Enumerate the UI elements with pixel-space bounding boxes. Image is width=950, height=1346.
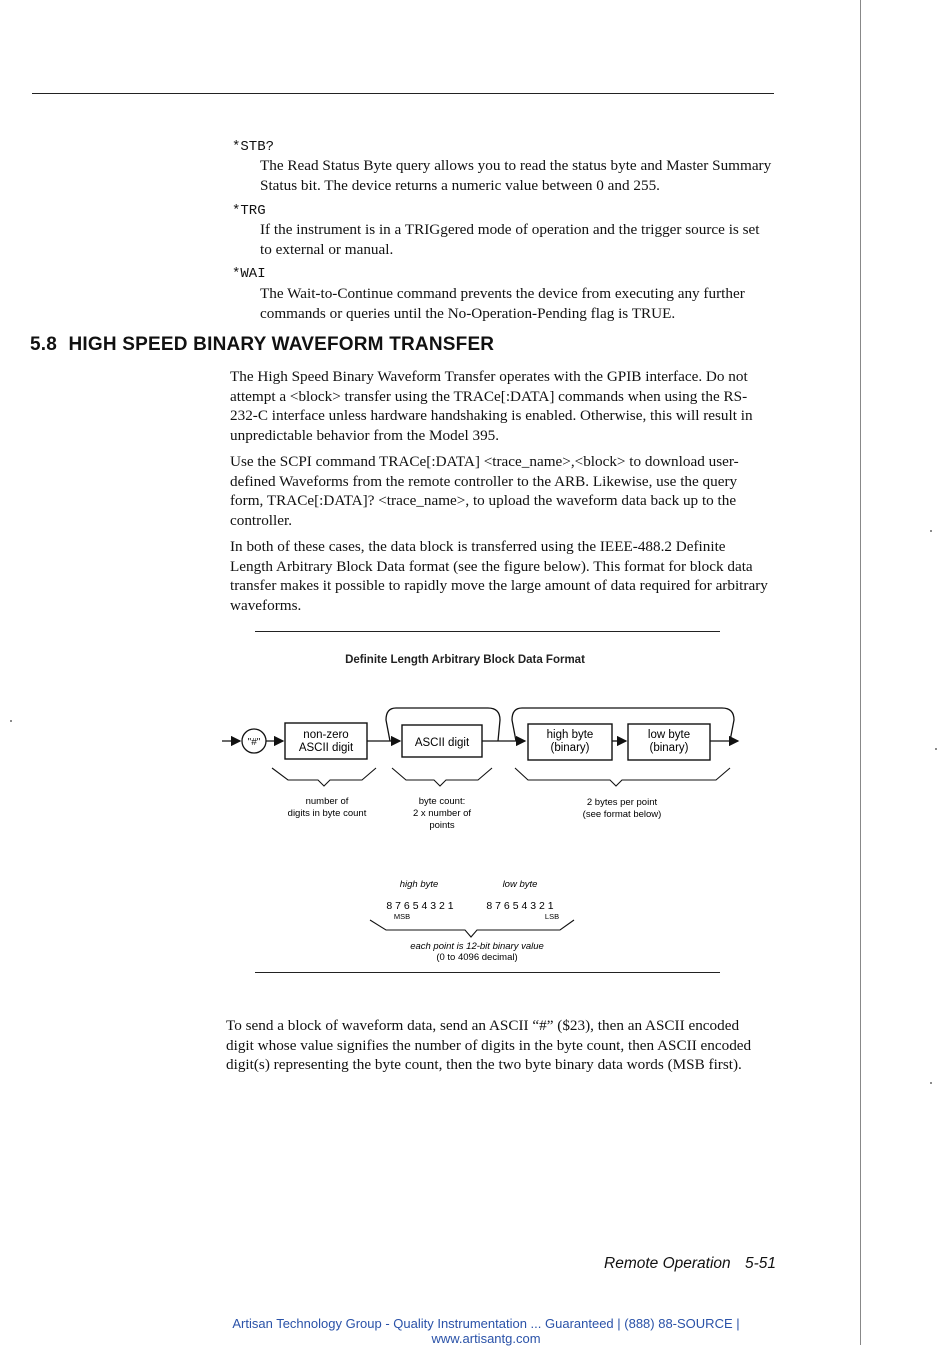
bytes-per-point-label: (see format below) — [582, 809, 662, 820]
section-number: 5.8 — [30, 334, 58, 355]
high-bits: 8 7 6 5 4 3 2 1 — [386, 900, 454, 912]
low-byte-box-label: (binary) — [649, 742, 689, 754]
text-line: If the instrument is in a TRIGgered mode of operation and the trigger source is set — [260, 221, 760, 238]
vendor-footer-link[interactable]: Artisan Technology Group - Quality Instrumentation ... Guaranteed | (888) 88-SOURCE | www.artisantg.com — [232, 1316, 740, 1346]
figure-top-rule — [255, 631, 720, 632]
text-line: defined Waveforms from the remote controller to the ARB. Likewise, use the query — [230, 472, 738, 490]
text-line: to external or manual. — [260, 240, 394, 258]
command-description — [260, 220, 790, 259]
byte-count-label: points — [429, 820, 455, 831]
closing-paragraph — [226, 1016, 796, 1075]
brace — [370, 920, 574, 937]
text-line: 232-C interface unless hardware handshaking is enabled. Otherwise, this will result in — [230, 407, 753, 424]
text-line: unpredictable behavior from the Model 395. — [230, 426, 500, 444]
paragraph — [230, 367, 790, 445]
high-byte-label: high byte — [399, 879, 439, 890]
text-line: The Read Status Byte query allows you to read the status byte and Master Summary — [260, 157, 772, 174]
command-description — [260, 284, 790, 323]
text-line: The Wait-to-Continue command prevents the device from executing any further — [260, 285, 745, 302]
brace — [272, 768, 376, 786]
page-footer — [604, 1255, 776, 1273]
low-bits: 8 7 6 5 4 3 2 1 — [486, 900, 554, 912]
digits-count-label: digits in byte count — [287, 808, 367, 819]
ascii-digit-label: ASCII digit — [414, 737, 470, 749]
command-description — [260, 156, 790, 195]
digits-count-label: number of — [305, 796, 349, 807]
command-name: *TRG — [232, 203, 266, 219]
text-line: transfer makes it possible to rapidly move the large amount of data required for arbitrary — [230, 577, 768, 594]
paragraph — [230, 452, 790, 530]
point-description: (0 to 4096 decimal) — [436, 952, 518, 963]
high-byte-box-label: (binary) — [550, 742, 590, 754]
low-byte-label: low byte — [502, 879, 538, 890]
footer-page-number: 5-51 — [744, 1255, 776, 1272]
byte-count-label: 2 x number of — [412, 808, 472, 819]
high-byte-box-label: high byte — [546, 729, 594, 741]
lsb-label: LSB — [544, 912, 560, 921]
text-line: To send a block of waveform data, send an ASCII “#” ($23), then an ASCII encoded — [226, 1017, 740, 1034]
nonzero-ascii-label: non-zero — [303, 729, 349, 741]
text-line: The High Speed Binary Waveform Transfer operates with the GPIB interface. Do not — [230, 368, 748, 385]
brace — [392, 768, 492, 786]
command-name: *WAI — [232, 266, 266, 282]
command-name: *STB? — [232, 139, 275, 155]
text-line: Status bit. The device returns a numeric value between 0 and 255. — [260, 176, 660, 194]
top-rule — [32, 93, 774, 94]
point-description: each point is 12-bit binary value — [410, 941, 544, 952]
low-byte-box-label: low byte — [647, 729, 691, 741]
section-title: HIGH SPEED BINARY WAVEFORM TRANSFER — [68, 334, 495, 355]
text-line: digit whose value signifies the number of digits in the byte count, then ASCII encoded — [226, 1036, 752, 1054]
msb-label: MSB — [393, 912, 411, 921]
paragraph — [230, 537, 790, 615]
bytes-per-point-label: 2 bytes per point — [586, 797, 658, 808]
footer-section: Remote Operation — [604, 1255, 731, 1272]
figure-title: Definite Length Arbitrary Block Data Format — [345, 654, 585, 666]
scan-speck — [930, 530, 932, 532]
nonzero-ascii-label: ASCII digit — [298, 742, 354, 754]
text-line: commands or queries until the No-Operation-Pending flag is TRUE. — [260, 304, 676, 322]
section-heading — [30, 334, 494, 356]
text-line: waveforms. — [230, 596, 302, 614]
text-line: In both of these cases, the data block is transferred using the IEEE-488.2 Definite — [230, 538, 726, 555]
text-line: form, TRACe[:DATA]? <trace_name>, to upload the waveform data back up to the — [230, 492, 737, 509]
text-line: controller. — [230, 511, 292, 529]
text-line: digit(s) representing the byte count, then the two byte binary data words (MSB first). — [226, 1056, 742, 1073]
brace — [515, 768, 730, 786]
text-line: Use the SCPI command TRACe[:DATA] <trace_name>,<block> to download user- — [230, 453, 739, 470]
scan-speck — [930, 1082, 932, 1084]
byte-count-label: byte count: — [418, 796, 466, 807]
start-symbol: "#" — [247, 737, 261, 748]
text-line: attempt a <block> transfer using the TRACe[:DATA] commands when using the RS- — [230, 387, 748, 405]
block-format-diagram — [0, 640, 950, 975]
text-line: Length Arbitrary Block Data format (see the figure below). This format for block data — [230, 557, 753, 575]
